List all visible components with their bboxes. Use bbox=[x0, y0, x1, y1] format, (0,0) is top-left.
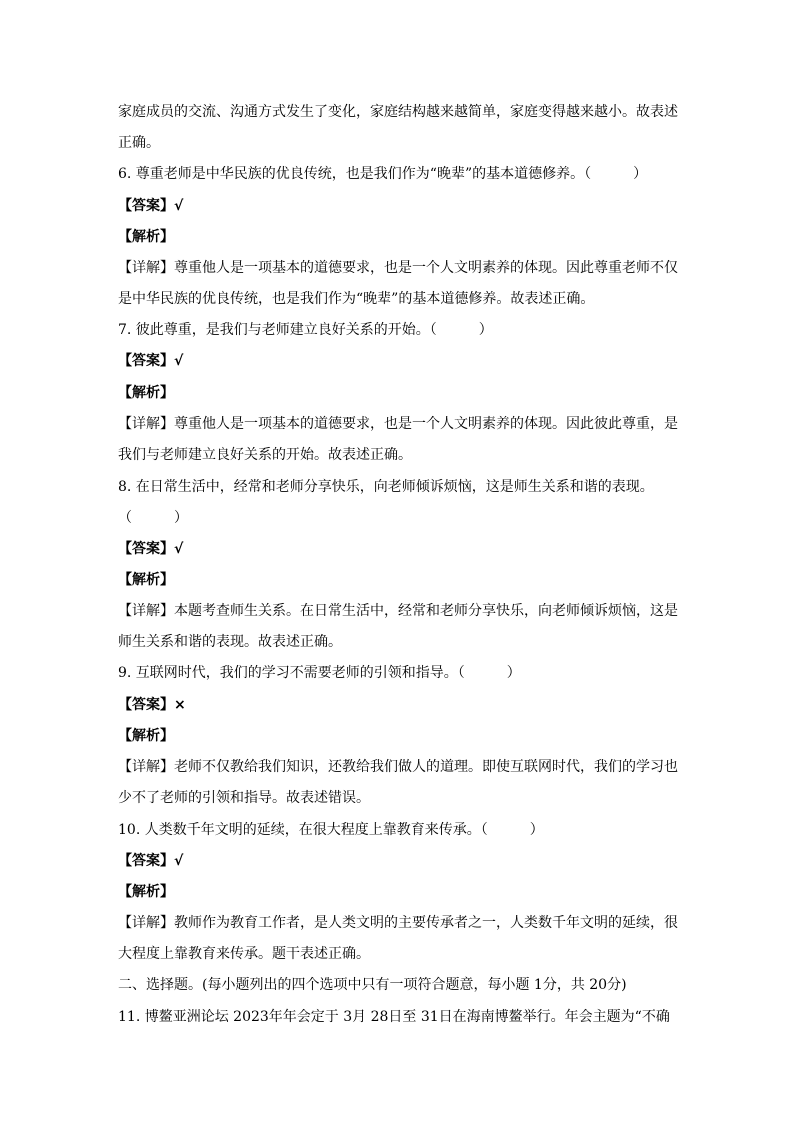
answer-label: 【答案】√ bbox=[118, 353, 184, 369]
answer-label: 【答案】√ bbox=[118, 853, 184, 869]
analysis-label: 【解析】 bbox=[118, 572, 174, 588]
analysis-label: 【解析】 bbox=[118, 728, 174, 744]
detail-text: 【详解】教师作为教育工作者，是人类文明的主要传承者之一，人类数千年文明的延续，很 bbox=[118, 915, 678, 931]
detail-text: 少不了老师的引领和指导。故表述错误。 bbox=[118, 790, 370, 806]
detail-text: 我们与老师建立良好关系的开始。故表述正确。 bbox=[118, 447, 412, 463]
section-heading: 二、选择题。(每小题列出的四个选项中只有一项符合题意，每小题 1分，共 20分) bbox=[118, 977, 627, 993]
detail-text: 【详解】尊重他人是一项基本的道德要求，也是一个人文明素养的体现。因此彼此尊重，是 bbox=[118, 416, 678, 432]
detail-text: 师生关系和谐的表现。故表述正确。 bbox=[118, 634, 342, 650]
answer-label: 【答案】√ bbox=[118, 198, 184, 214]
analysis-label: 【解析】 bbox=[118, 884, 174, 900]
answer-label: 【答案】× bbox=[118, 697, 186, 713]
question-8: 8. 在日常生活中，经常和老师分享快乐，向老师倾诉烦恼，这是师生关系和谐的表现。 bbox=[118, 479, 654, 495]
question-7: 7. 彼此尊重，是我们与老师建立良好关系的开始。（ ） bbox=[118, 322, 493, 338]
question-9: 9. 互联网时代，我们的学习不需要老师的引领和指导。（ ） bbox=[118, 665, 521, 681]
question-10: 10. 人类数千年文明的延续，在很大程度上靠教育来传承。（ ） bbox=[118, 822, 544, 838]
question-8-bracket: （ ） bbox=[118, 510, 188, 526]
detail-text: 【详解】本题考查师生关系。在日常生活中，经常和老师分享快乐，向老师倾诉烦恼，这是 bbox=[118, 603, 678, 619]
detail-text: 【详解】尊重他人是一项基本的道德要求，也是一个人文明素养的体现。因此尊重老师不仅 bbox=[118, 260, 678, 276]
detail-text: 大程度上靠教育来传承。题干表述正确。 bbox=[118, 946, 370, 962]
detail-text: 【详解】老师不仅教给我们知识，还教给我们做人的道理。即使互联网时代，我们的学习也 bbox=[118, 759, 678, 775]
answer-label: 【答案】√ bbox=[118, 541, 184, 557]
text-line: 正确。 bbox=[118, 135, 160, 151]
analysis-label: 【解析】 bbox=[118, 229, 174, 245]
analysis-label: 【解析】 bbox=[118, 385, 174, 401]
question-6: 6. 尊重老师是中华民族的优良传统，也是我们作为“晚辈”的基本道德修养。（ ） bbox=[118, 166, 648, 182]
question-11: 11. 博鳌亚洲论坛 2023年年会定于 3月 28日至 31日在海南博鳌举行。年会主题为“不确 bbox=[118, 1009, 670, 1025]
detail-text: 是中华民族的优良传统，也是我们作为“晚辈”的基本道德修养。故表述正确。 bbox=[118, 291, 595, 307]
text-line: 家庭成员的交流、沟通方式发生了变化，家庭结构越来越简单，家庭变得越来越小。故表述 bbox=[118, 104, 678, 120]
